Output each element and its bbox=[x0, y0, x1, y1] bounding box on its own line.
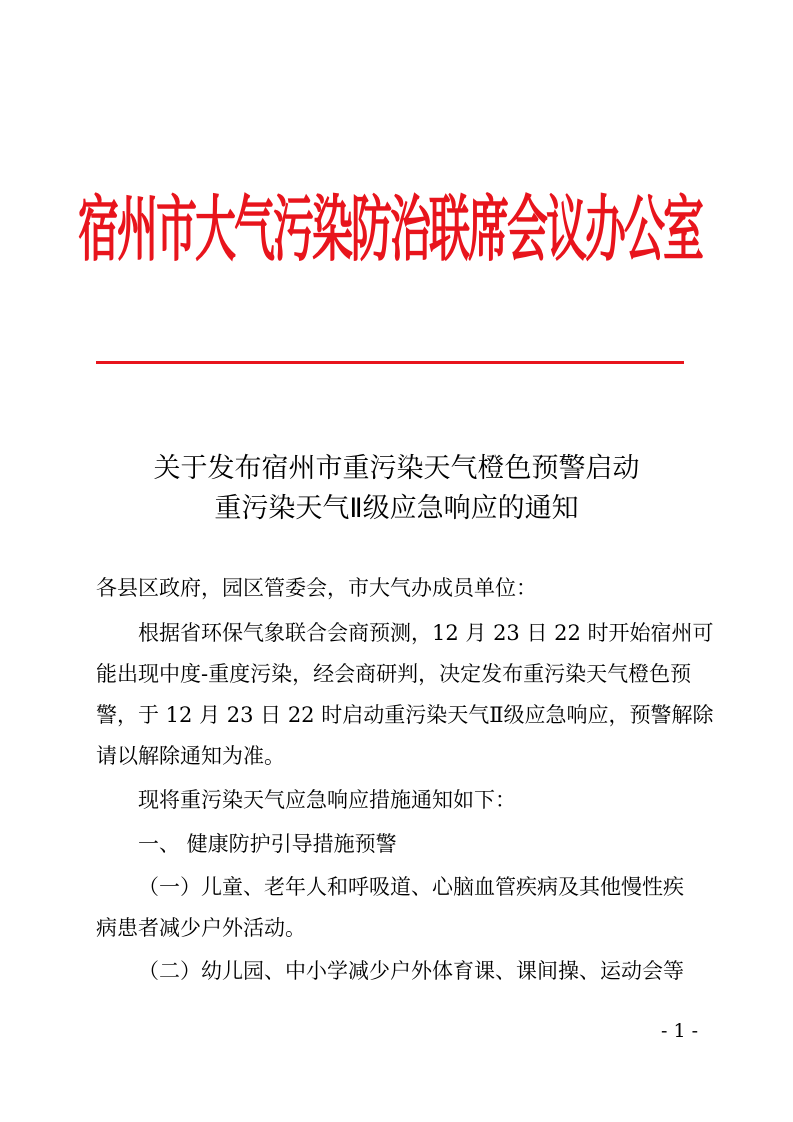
notice-title-line-1: 关于发布宿州市重污染天气橙色预警启动 bbox=[153, 453, 640, 484]
paragraph-1-line-2: 能出现中度-重度污染，经会商研判，决定发布重污染天气橙色预 bbox=[96, 662, 692, 686]
masthead bbox=[78, 170, 702, 290]
masthead-text: 宿州市大气污染防治联席会议办公室 bbox=[78, 187, 702, 272]
item-2-line-1: （二）幼儿园、中小学减少户外体育课、课间操、运动会等 bbox=[138, 959, 684, 983]
red-separator-rule bbox=[96, 361, 684, 364]
paragraph-1-line-1: 根据省环保气象联合会商预测，12 月 23 日 22 时开始宿州可 bbox=[138, 621, 714, 645]
section-heading-1: 一、 健康防护引导措施预警 bbox=[138, 832, 397, 856]
notice-title-line-2: 重污染天气Ⅱ级应急响应的通知 bbox=[214, 493, 579, 524]
paragraph-1-line-4: 请以解除通知为准。 bbox=[96, 744, 285, 768]
page-number: - 1 - bbox=[660, 1020, 698, 1042]
salutation: 各县区政府，园区管委会，市大气办成员单位： bbox=[96, 576, 537, 600]
paragraph-2: 现将重污染天气应急响应措施通知如下： bbox=[138, 788, 516, 812]
item-1-line-1: （一）儿童、老年人和呼吸道、心脑血管疾病及其他慢性疾 bbox=[138, 875, 684, 899]
item-1-line-2: 病患者减少户外活动。 bbox=[96, 916, 306, 940]
paragraph-1-line-3: 警，于 12 月 23 日 22 时启动重污染天气Ⅱ级应急响应，预警解除 bbox=[96, 703, 714, 727]
